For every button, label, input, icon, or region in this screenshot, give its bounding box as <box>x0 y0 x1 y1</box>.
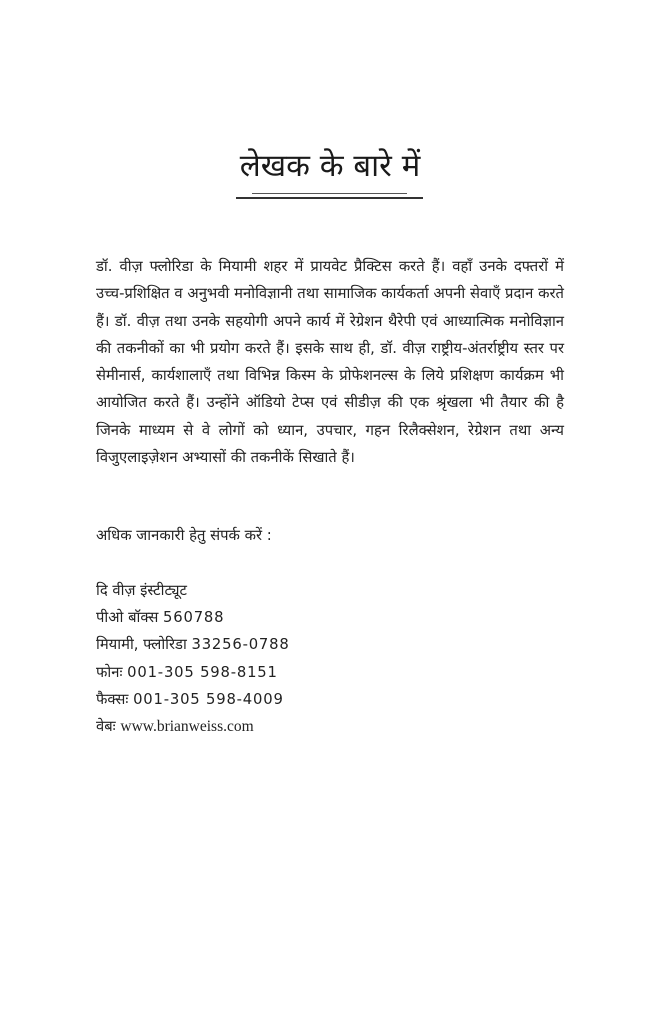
postal-code: 33256-0788 <box>191 636 290 654</box>
fax-number: 001-305 598-4009 <box>133 690 284 708</box>
contact-address-block <box>96 577 290 740</box>
contact-intro: अधिक जानकारी हेतु संपर्क करें : <box>96 527 272 544</box>
web-address: www.brianweiss.com <box>120 718 254 736</box>
web-label: वेबः <box>96 718 121 736</box>
phone-label: फोनः <box>96 663 128 681</box>
web-line <box>96 713 290 740</box>
city-line <box>96 631 290 658</box>
po-box-line <box>96 604 290 631</box>
title-underline-thin <box>252 193 407 194</box>
fax-label: फैक्सः <box>96 690 134 708</box>
fax-line <box>96 686 290 713</box>
title-underline-thick <box>236 197 423 199</box>
phone-number: 001-305 598-8151 <box>127 663 278 681</box>
about-author-paragraph: डॉ. वीज़ फ्लोरिडा के मियामी शहर में प्रायवेट प्रैक्टिस करते हैं। वहाँ उनके दफ्तरों में उच्च-प्रशिक्षित व अनुभवी मनोविज्ञानी तथा सामाजिक कार्यकर्ता अपनी सेवाएँ प्रदान करते हैं। डॉ. वीज़ तथा उनके सहयोगी अपने कार्य में रेग्रेशन थैरेपी एवं आध्यात्मिक मनोविज्ञान की तकनीकों का भी प्रयोग करते हैं। इसके साथ ही, डॉ. वीज़ राष्ट्रीय-अंतर्राष्ट्रीय स्तर पर सेमीनार्स, कार्यशालाएँ तथा विभिन्न किस्म के प्रोफेशनल्स के लिये प्रशिक्षण कार्यक्रम भी आयोजित करते हैं। उन्होंने ऑडियो टेप्स एवं सीडीज़ की एक श्रृंखला भी तैयार की है जिनके माध्यम से वे लोगों को ध्यान, उपचार, गहन रिलैक्सेशन, रेग्रेशन तथा अन्य विजुएलाइज़ेशन अभ्यासों की तकनीकें सिखाते हैं। <box>96 258 564 467</box>
institute-name: दि वीज़ इंस्टीट्यूट <box>96 582 187 599</box>
po-box-number: 560788 <box>163 609 225 627</box>
city-label: मियामी, फ्लोरिडा <box>96 636 192 654</box>
phone-line <box>96 659 290 686</box>
po-box-label: पीओ बॉक्स <box>96 609 164 627</box>
page-title: लेखक के बारे में <box>239 148 421 184</box>
